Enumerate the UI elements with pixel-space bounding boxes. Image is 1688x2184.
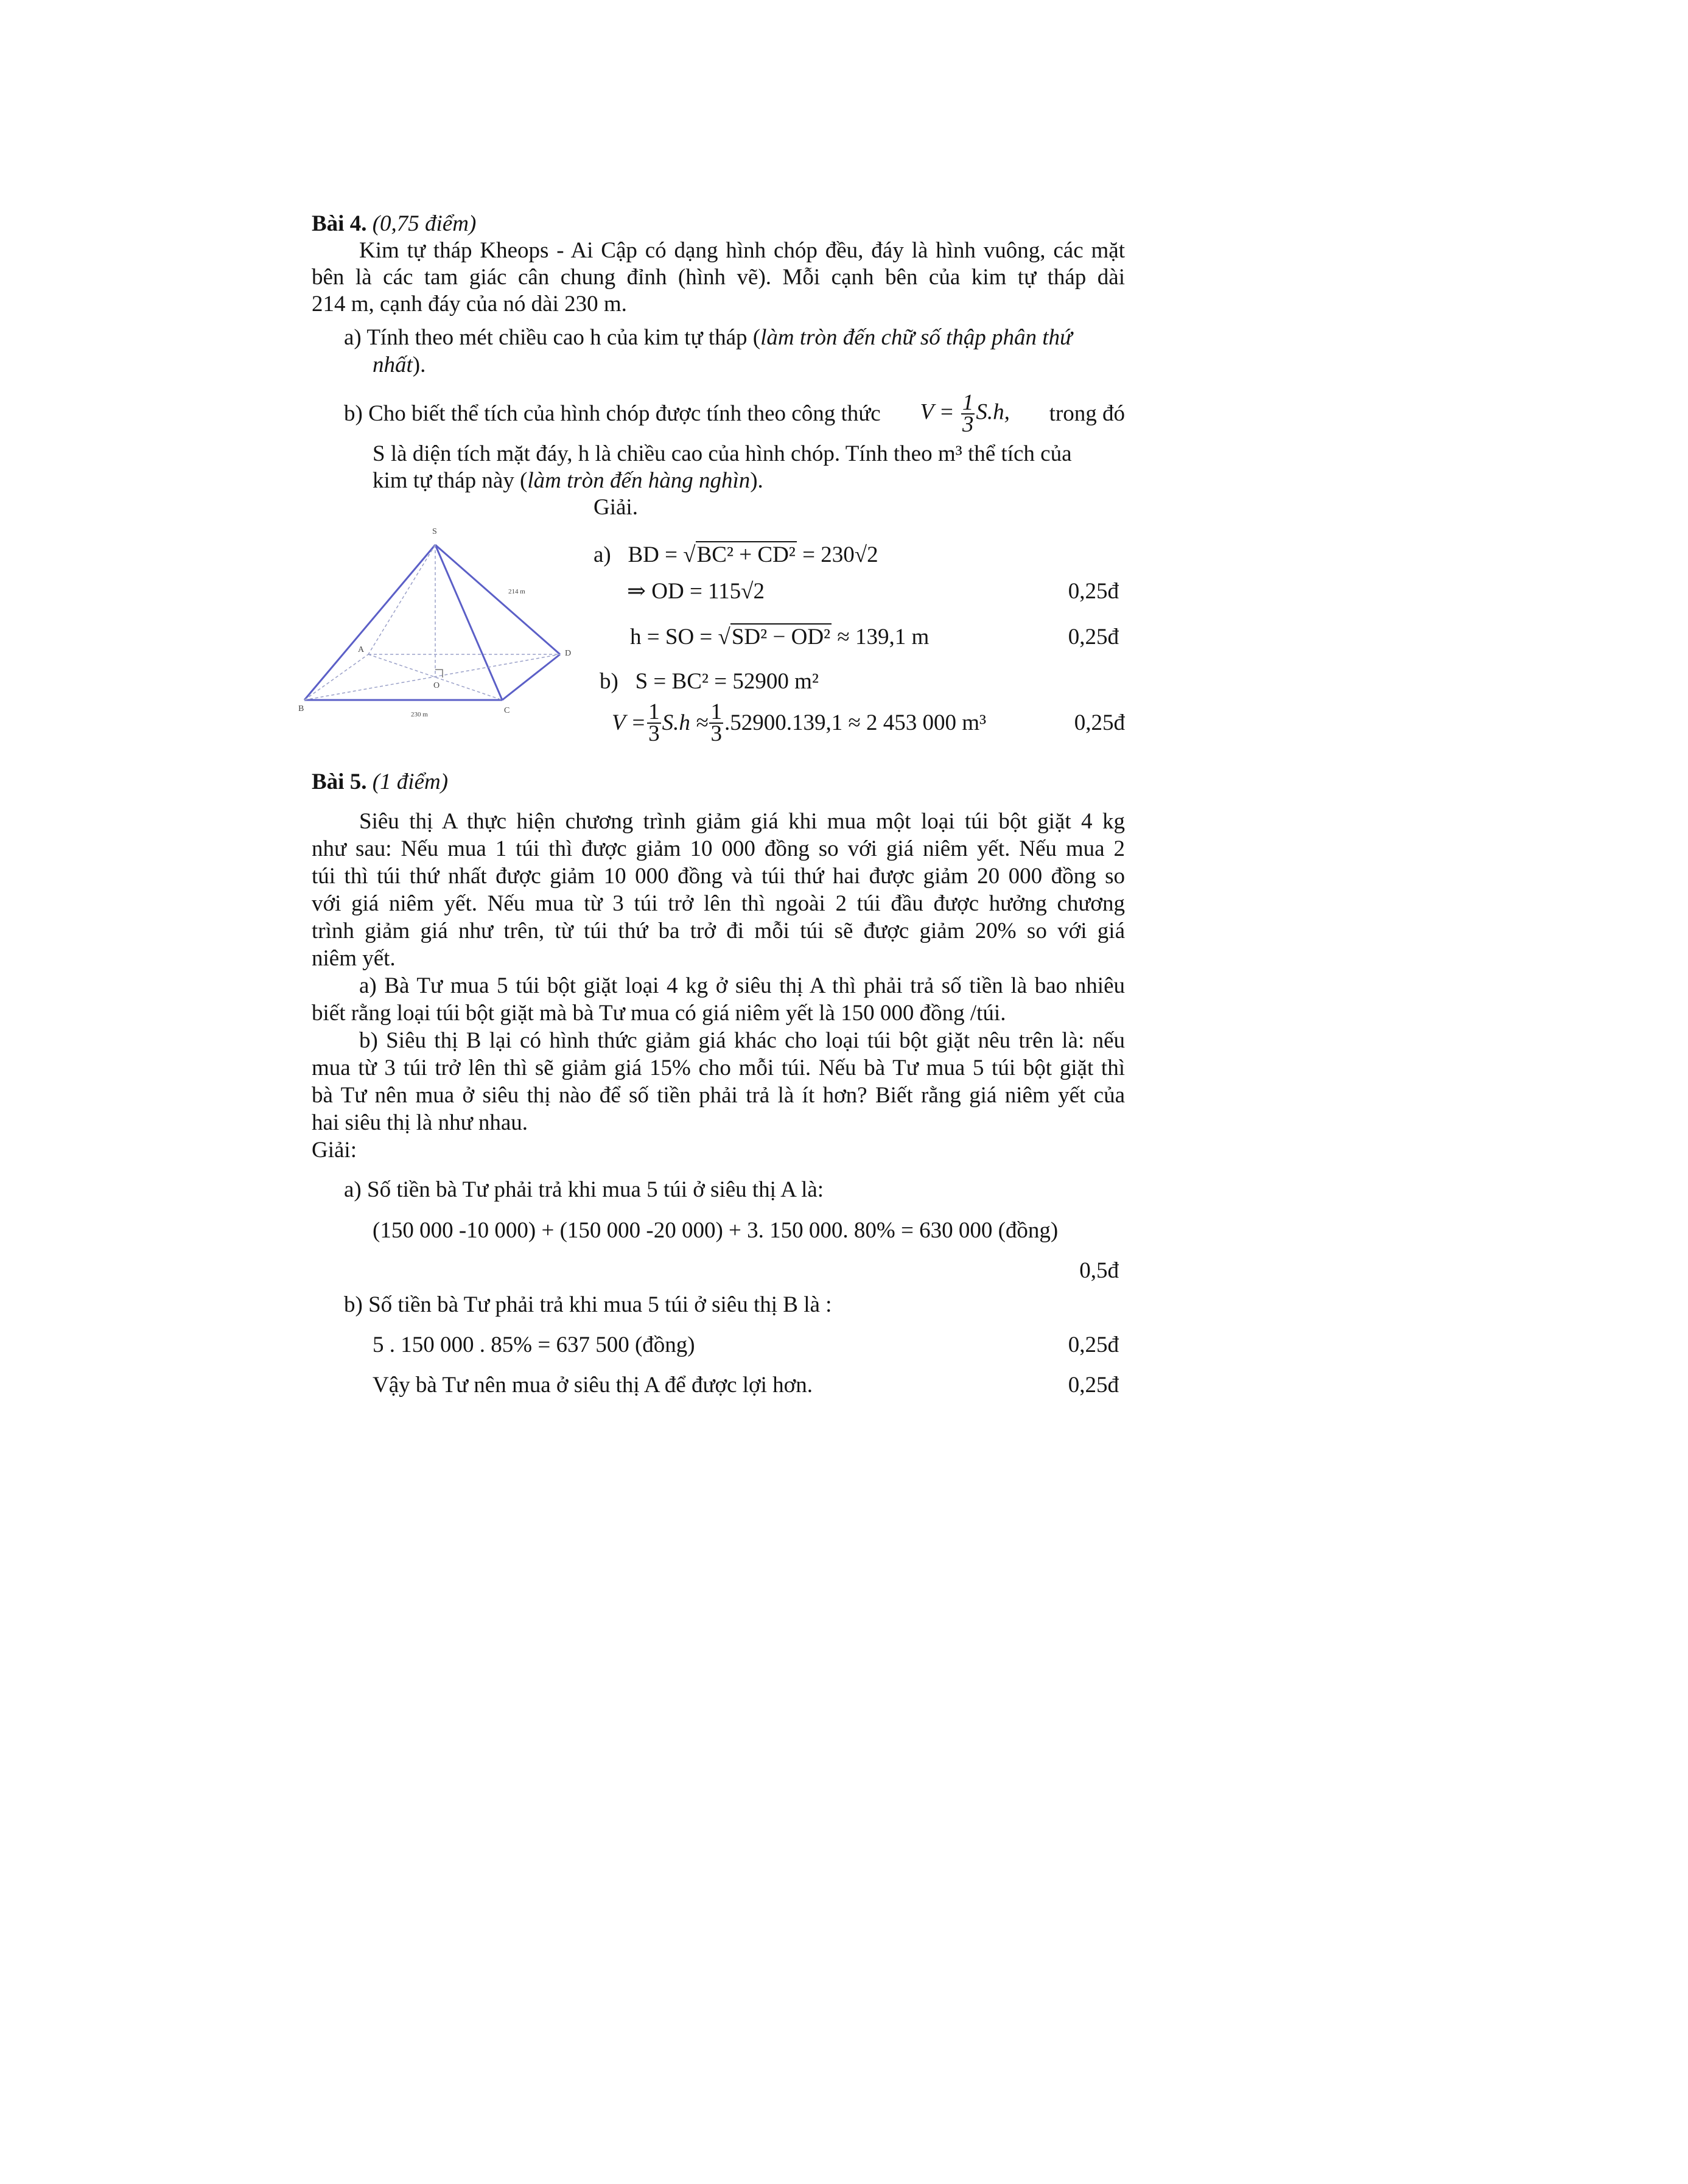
- bai4-qa-end: ).: [412, 352, 426, 377]
- bai4-qa-italic-2: nhất: [373, 352, 413, 377]
- bai5-para1-line-2: như sau: Nếu mua 1 túi thì được giảm 10 000 đồng so với giá niêm yết. Nếu mua 2: [312, 836, 1125, 861]
- edge-SA: [368, 545, 435, 654]
- sol-a1-radicand: BC² + CD²: [696, 542, 796, 567]
- bai4-qb-line-3: [373, 467, 763, 494]
- bai5-sol-b-calc: 5 . 150 000 . 85% = 637 500 (đồng): [373, 1332, 695, 1357]
- bai4-sol-a-line-3: h = SO = √SD² − OD² ≈ 139,1 m: [630, 625, 930, 649]
- bai4-solution-label: Giải.: [594, 495, 638, 520]
- bai5-sol-b-title: b) Số tiền bà Tư phải trả khi mua 5 túi ở siêu thị B là :: [344, 1292, 832, 1317]
- bai5-score-conclusion: 0,25đ: [1068, 1373, 1119, 1398]
- bai4-score-2: 0,25đ: [1068, 625, 1119, 649]
- bai5-para3-line-2: mua từ 3 túi trở lên thì sẽ giảm giá 15% cho mỗi túi. Nếu bà Tư mua 5 túi bột giặt thì: [312, 1055, 1125, 1080]
- bai4-intro-line-1: Kim tự tháp Kheops - Ai Cập có dạng hình chóp đều, đáy là hình vuông, các mặt: [359, 238, 1125, 263]
- qb-line3-italic: làm tròn đến hàng nghìn: [527, 468, 751, 493]
- fraction-one-third-2: [647, 699, 661, 746]
- fraction-one-third: [961, 390, 975, 437]
- bai5-para2-line-1: a) Bà Tư mua 5 túi bột giặt loại 4 kg ở siêu thị A thì phải trả số tiền là bao nhiêu: [359, 973, 1125, 998]
- label-D: D: [565, 649, 572, 658]
- bai4-points: (0,75 điểm): [372, 211, 477, 236]
- frac-num-3: 1: [710, 699, 722, 724]
- edge-SD: [435, 545, 560, 654]
- bai4-qb-line-2: S là diện tích mặt đáy, h là chiều cao của hình chóp. Tính theo m³ thể tích của: [373, 441, 1072, 466]
- bai4-score-1: 0,25đ: [1068, 579, 1119, 604]
- bai4-heading: [312, 211, 476, 237]
- bai4-sol-a-line-2: ⇒ OD = 115√2: [627, 579, 765, 604]
- bai5-para3-line-4: hai siêu thị là như nhau.: [312, 1110, 528, 1135]
- sol-b2-lhs: V =: [612, 710, 646, 735]
- edge-SB: [304, 545, 435, 700]
- bai5-para1-line-1: Siêu thị A thực hiện chương trình giảm giá khi mua một loại túi bột giặt 4 kg: [359, 809, 1125, 834]
- bai4-score-3: 0,25đ: [1074, 710, 1125, 735]
- bai5-sol-a-title: a) Số tiền bà Tư phải trả khi mua 5 túi ở siêu thị A là:: [344, 1177, 824, 1202]
- bai4-sol-b-line-1: [600, 668, 819, 695]
- bai5-para1-line-3: túi thì túi thứ nhất được giảm 10 000 đồng và túi thứ hai được giảm 20 000 đồng so: [312, 864, 1125, 889]
- bai5-conclusion: Vậy bà Tư nên mua ở siêu thị A để được lợi hơn.: [373, 1373, 813, 1398]
- bai4-qb-text: b) Cho biết thể tích của hình chóp được tính theo công thức: [344, 401, 881, 426]
- bai5-score-b: 0,25đ: [1068, 1332, 1119, 1357]
- qb-line3-end: ).: [750, 468, 763, 493]
- bai5-para3-line-1: b) Siêu thị B lại có hình thức giảm giá khác cho loại túi bột giặt nêu trên là: nếu: [359, 1028, 1125, 1053]
- bai4-question-a: [344, 324, 1072, 351]
- bai4-question-b: [344, 390, 1125, 438]
- edge-SC: [435, 545, 502, 700]
- label-O: O: [433, 681, 440, 690]
- label-lateral: 214 m: [508, 588, 525, 595]
- frac-den: 3: [962, 412, 974, 437]
- frac-den-2: 3: [648, 721, 660, 746]
- bai5-solution-label: Giải:: [312, 1138, 357, 1163]
- bai5-para3-line-3: bà Tư nên mua ở siêu thị nào để số tiền phải trả là ít hơn? Biết rằng giá niêm yết của: [312, 1083, 1125, 1108]
- diag-BD: [304, 654, 560, 700]
- sol-b2-mid: S.h ≈: [662, 710, 709, 735]
- label-C: C: [504, 706, 510, 715]
- edge-CD: [502, 654, 560, 700]
- frac-num-2: 1: [648, 699, 660, 724]
- bai5-sol-a-calc: (150 000 -10 000) + (150 000 -20 000) + 3. 150 000. 80% = 630 000 (đồng): [373, 1218, 1059, 1243]
- label-S: S: [432, 527, 437, 536]
- bai4-qa-italic: làm tròn đến chữ số thập phân thứ: [760, 325, 1073, 350]
- sol-b1: S = BC² = 52900 m²: [635, 669, 819, 694]
- label-base: 230 m: [411, 711, 428, 718]
- bai5-para1-line-6: niêm yết.: [312, 946, 396, 971]
- bai4-qa-text: a) Tính theo mét chiều cao h của kim tự tháp (: [344, 325, 761, 350]
- sol-a1-lhs: BD =: [628, 542, 678, 567]
- bai4-sol-b-line-2: [612, 699, 986, 747]
- bai4-intro-line-2: bên là các tam giác cân chung đỉnh (hình vẽ). Mỗi cạnh bên của kim tự tháp dài: [312, 265, 1125, 290]
- fraction-one-third-3: [709, 699, 723, 746]
- pyramid-figure: [298, 514, 584, 721]
- bai4-intro-line-3: 214 m, cạnh đáy của nó dài 230 m.: [312, 292, 627, 317]
- sol-b-label: b): [600, 669, 618, 694]
- sol-a-label: a): [594, 542, 611, 567]
- bai5-para1-line-5: trình giảm giá như trên, từ túi thứ ba trở đi mỗi túi sẽ được giảm 20% so với giá: [312, 919, 1125, 943]
- bai4-qb-formula: [920, 390, 1010, 437]
- bai5-title: Bài 5.: [312, 769, 367, 794]
- label-A: A: [358, 645, 365, 654]
- frac-num: 1: [962, 390, 974, 415]
- bai5-heading: [312, 769, 448, 796]
- sol-a3-radicand: SD² − OD²: [731, 625, 831, 649]
- bai5-score-a: 0,5đ: [1079, 1258, 1119, 1283]
- bai5-points: (1 điểm): [372, 769, 449, 794]
- label-B: B: [298, 704, 304, 713]
- formula-rhs: S.h,: [976, 399, 1010, 425]
- formula-lhs: V =: [920, 399, 954, 425]
- qb-line3-text: kim tự tháp này (: [373, 468, 528, 493]
- bai5-para2-line-2: biết rằng loại túi bột giặt mà bà Tư mua có giá niêm yết là 150 000 đồng /túi.: [312, 1001, 1006, 1026]
- bai4-question-a-cont: [373, 352, 426, 379]
- bai4-sol-a-line-1: a) BD = √BC² + CD² = 230√2: [594, 542, 878, 567]
- bai5-para1-line-4: với giá niêm yết. Nếu mua từ 3 túi trở lên thì ngoài 2 túi đầu được hưởng chương: [312, 891, 1125, 916]
- sol-a3-rhs: ≈ 139,1 m: [837, 625, 930, 649]
- sol-b2-rhs: .52900.139,1 ≈ 2 453 000 m³: [724, 710, 987, 735]
- frac-den-3: 3: [710, 721, 722, 746]
- bai4-title: Bài 4.: [312, 211, 367, 236]
- sol-a1-rhs: = 230√2: [802, 542, 878, 567]
- sol-a3-lhs: h = SO =: [630, 625, 713, 649]
- bai4-qb-end: trong đó: [1049, 401, 1125, 426]
